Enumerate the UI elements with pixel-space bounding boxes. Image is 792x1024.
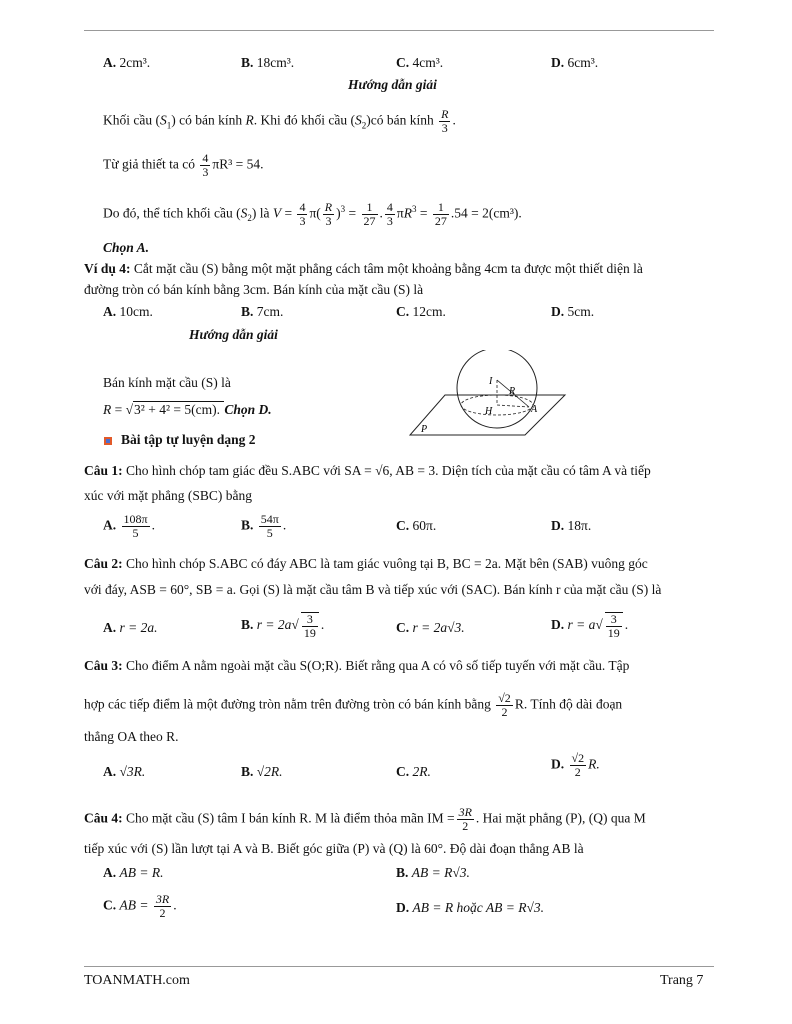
- q4-option-b: B. AB = R√3.: [396, 865, 470, 880]
- q1-option-d: D. 18π.: [551, 518, 592, 533]
- ex4-option-c: C. 12cm.: [396, 304, 446, 319]
- ex4-option-a: A. 10cm.: [103, 304, 153, 319]
- label-i: I: [489, 376, 493, 387]
- label-r: R: [509, 386, 516, 397]
- pencil-icon: [103, 436, 113, 446]
- q3-option-b: B. √2R.: [241, 764, 283, 779]
- q2-option-d: D. r = a√ $\frac{3}{19}$ .: [551, 612, 629, 640]
- question-1-line-1: Câu 1: Cho hình chóp tam giác đều S.ABC với SA = √6, AB = 3. Diện tích của mặt cầu có tâm A và tiếp: [84, 463, 651, 478]
- q3-option-c: C. 2R.: [396, 764, 431, 779]
- q1-option-c: C. 60π.: [396, 518, 437, 533]
- question-4-line-1: Câu 4: Cho mặt cầu (S) tâm I bán kính R. M là điểm thỏa mãn IM = $\frac{3R}{2}$ . Hai mặt phẳng (P), (Q) qua M: [84, 805, 646, 833]
- prev-option-c: C. 4cm³.: [396, 55, 444, 70]
- q1-option-b: B. $\frac{54\pi}{5}$ .: [241, 512, 287, 540]
- exercise-heading: Bài tập tự luyện dạng 2: [103, 431, 733, 449]
- prev-option-b: B. 18cm³.: [241, 55, 295, 70]
- question-3-line-3: thẳng OA theo R.: [84, 729, 179, 744]
- header-rule: [84, 30, 714, 31]
- q1-option-a: A. $\frac{108\pi}{5}$ .: [103, 512, 155, 540]
- footer-page: Trang 7: [660, 973, 704, 988]
- ex4-solution-heading: Hướng dẫn giải: [189, 327, 278, 342]
- ex4-option-b: B. 7cm.: [241, 304, 284, 319]
- choose-a: Chọn A.: [103, 240, 150, 255]
- footer-rule: [84, 966, 714, 967]
- solution-line-3: Do đó, thể tích khối cầu $(S_2)$ là V = $\frac{4}{3}$ π( $\frac{R}{3}$ )$^3$ = $\frac{1}{27}$ . $\frac{4}{3}$ $\pi R^3$ = $\frac{1}{27}$ .54 = 2(cm³).: [103, 199, 522, 228]
- solution-line-2: Từ giả thiết ta có $\frac{4}{3}$ πR³ = 54.: [103, 151, 264, 179]
- q2-option-a: A. r = 2a.: [103, 620, 158, 635]
- q4-option-a: A. AB = R.: [103, 865, 164, 880]
- question-3-line-2: hợp các tiếp điểm là một đường tròn nằm trên đường tròn có bán kính bằng $\frac{√2}{2}$ R. Tính độ dài đoạn: [84, 691, 623, 719]
- q2-option-c: C. r = 2a√3.: [396, 620, 465, 635]
- q4-option-d: D. AB = R hoặc AB = R√3.: [396, 900, 544, 915]
- example-4-line-2: đường tròn có bán kính bằng 3cm. Bán kính của mặt cầu (S) là: [84, 282, 424, 297]
- question-1-line-2: xúc với mặt phẳng (SBC) bằng: [84, 488, 252, 503]
- q3-option-d: D. $\frac{√2}{2}$ R.: [551, 751, 600, 779]
- prev-option-a: A. 2cm³.: [103, 55, 151, 70]
- example-4-line-1: Ví dụ 4: Cắt mặt cầu (S) bằng một mặt phẳng cách tâm một khoảng bằng 4cm ta được một thiết diện là: [84, 261, 643, 276]
- ex4-solution-line-2: R = √3² + 4² = 5(cm). Chọn D.: [103, 402, 272, 417]
- label-h: H: [485, 406, 493, 417]
- ex4-option-d: D. 5cm.: [551, 304, 595, 319]
- q4-option-c: C. AB = $\frac{3R}{2}$ .: [103, 892, 177, 920]
- footer-site: TOANMATH.com: [84, 973, 190, 988]
- q3-option-a: A. √3R.: [103, 764, 146, 779]
- label-p: P: [421, 424, 428, 435]
- prev-option-d: D. 6cm³.: [551, 55, 599, 70]
- q2-option-b: B. r = 2a√ $\frac{3}{19}$ .: [241, 612, 325, 640]
- solution-heading: Hướng dẫn giải: [348, 77, 437, 92]
- sphere-section-figure: [405, 350, 570, 440]
- solution-line-1: Khối cầu $(S_1)$ có bán kính R. Khi đó khối cầu $(S_2)có$ bán kính $\frac{R}{3}$ .: [103, 107, 456, 135]
- question-2-line-1: Câu 2: Cho hình chóp S.ABC có đáy ABC là tam giác vuông tại B, BC = 2a. Mặt bên (SAB) vuông góc: [84, 556, 648, 571]
- label-a: A: [531, 404, 538, 415]
- ex4-solution-line-1: Bán kính mặt cầu (S) là: [103, 375, 231, 390]
- question-2-line-2: với đáy, ASB = 60°, SB = a. Gọi (S) là mặt cầu tâm B và tiếp xúc với (SAC). Bán kính r của mặt cầu (S) là: [84, 582, 662, 597]
- question-4-line-2: tiếp xúc với (S) lần lượt tại A và B. Biết góc giữa (P) và (Q) là 60°. Độ dài đoạn thẳng AB là: [84, 841, 584, 856]
- question-3-line-1: Câu 3: Cho điểm A nằm ngoài mặt cầu S(O;R). Biết rằng qua A có vô số tiếp tuyến với mặt cầu. Tập: [84, 658, 630, 673]
